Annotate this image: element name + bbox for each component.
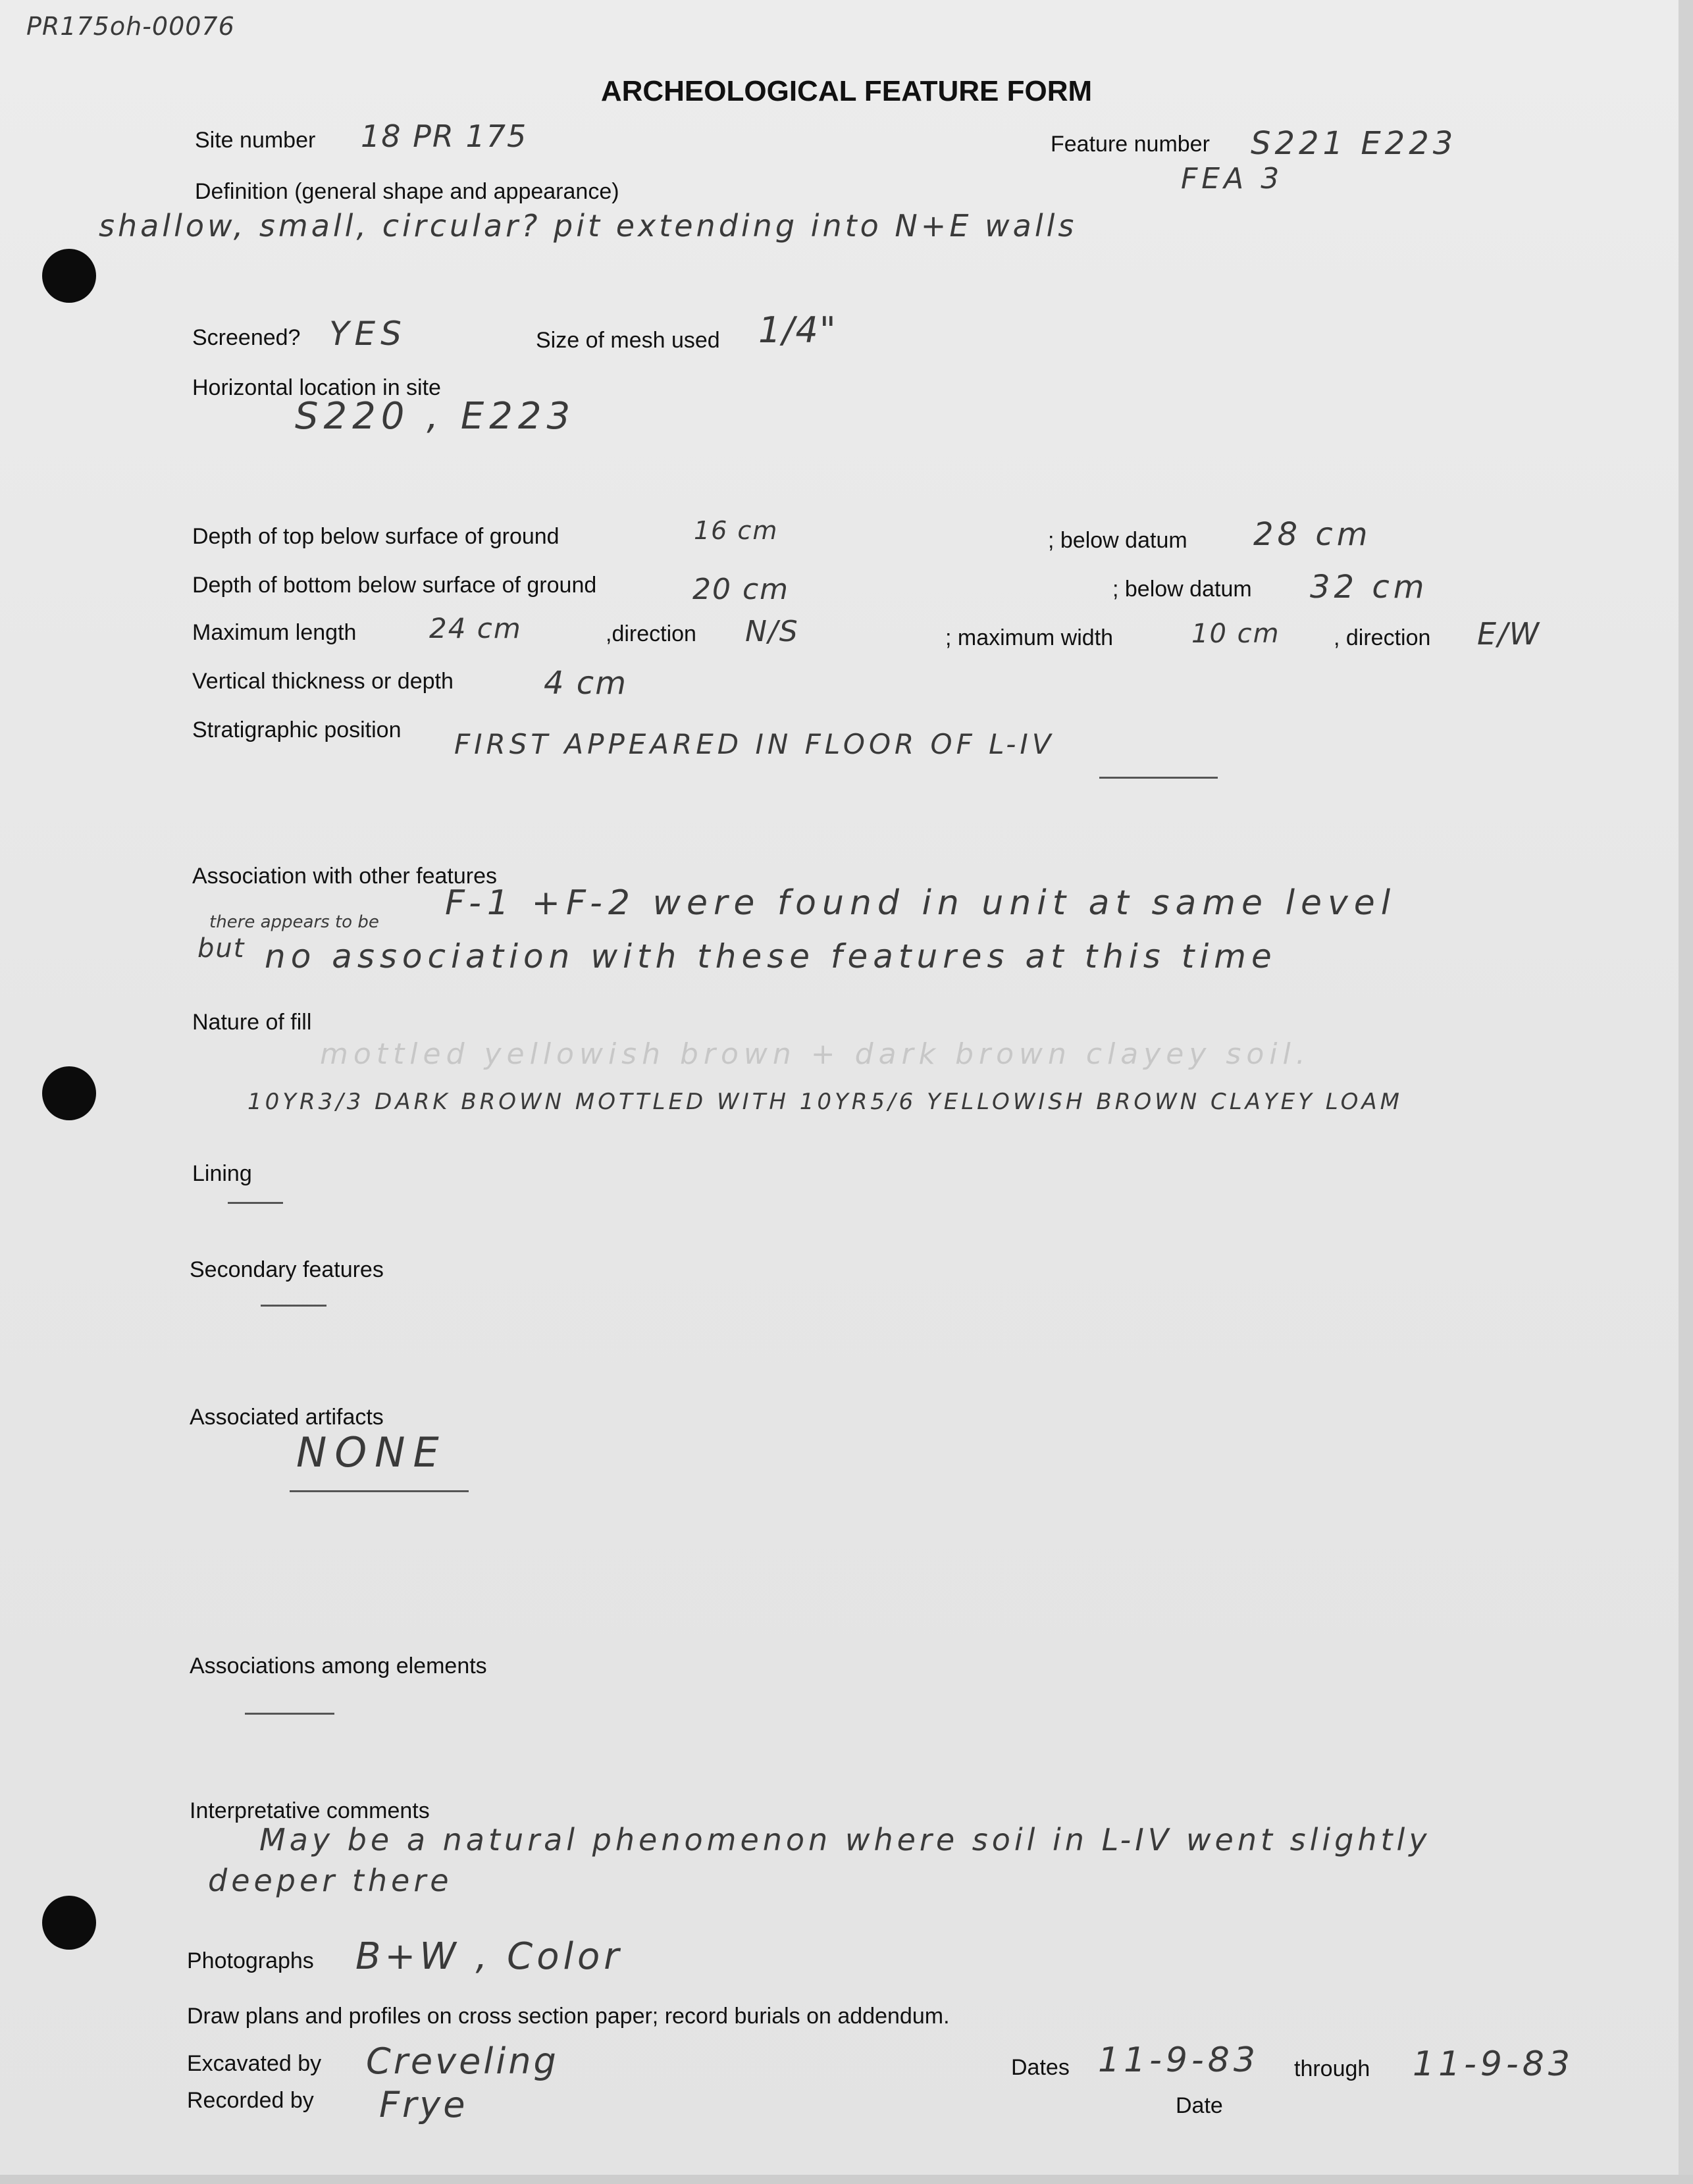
stratigraphic-underline bbox=[1099, 777, 1218, 779]
width-direction-label: , direction bbox=[1334, 625, 1431, 650]
stratigraphic-label: Stratigraphic position bbox=[192, 717, 402, 742]
feature-number-label: Feature number bbox=[1051, 132, 1210, 157]
site-number-value: 18 PR 175 bbox=[361, 118, 528, 154]
comments-label: Interpretative comments bbox=[190, 1798, 430, 1823]
screened-label: Screened? bbox=[192, 325, 301, 350]
fill-value: 10YR3/3 DARK BROWN MOTTLED WITH 10YR5/6 YELLOWISH BROWN CLAYEY LOAM bbox=[247, 1089, 1403, 1115]
association-line-1: F-1 +F-2 were found in unit at same level bbox=[445, 883, 1397, 923]
depth-bottom-datum-label: ; below datum bbox=[1112, 577, 1252, 602]
photographs-value: B+W , Color bbox=[355, 1935, 623, 1978]
punch-hole-bottom bbox=[42, 1896, 96, 1950]
association-line-2: no association with these features at this time bbox=[265, 937, 1277, 975]
elements-label: Associations among elements bbox=[190, 1653, 487, 1678]
lining-label: Lining bbox=[192, 1161, 252, 1186]
artifacts-label: Associated artifacts bbox=[190, 1405, 384, 1430]
definition-label: Definition (general shape and appearance) bbox=[195, 179, 619, 204]
mesh-label: Size of mesh used bbox=[536, 328, 720, 353]
association-label: Association with other features bbox=[192, 864, 498, 889]
dates-through-label: through bbox=[1294, 2056, 1370, 2081]
max-length-value: 24 cm bbox=[429, 612, 522, 644]
dates-label: Dates bbox=[1011, 2055, 1070, 2080]
horizontal-location-value: S220 , E223 bbox=[295, 395, 576, 438]
depth-top-label: Depth of top below surface of ground bbox=[192, 524, 560, 549]
length-direction-value: N/S bbox=[745, 615, 799, 648]
length-direction-label: ,direction bbox=[606, 621, 696, 646]
depth-top-datum-value: 28 cm bbox=[1253, 516, 1372, 553]
max-length-label: Maximum length bbox=[192, 620, 357, 645]
recorded-label: Recorded by bbox=[187, 2088, 314, 2113]
page-edge-bottom bbox=[0, 2175, 1693, 2184]
comments-line-1: May be a natural phenomenon where soil in L-IV went slightly bbox=[259, 1822, 1431, 1858]
depth-bottom-value: 20 cm bbox=[692, 573, 790, 606]
mesh-value: 1/4" bbox=[758, 309, 837, 351]
feature-number-sub: FEA 3 bbox=[1181, 162, 1284, 195]
max-width-value: 10 cm bbox=[1191, 619, 1280, 649]
instructions-text: Draw plans and profiles on cross section paper; record burials on addendum. bbox=[187, 2004, 950, 2029]
photographs-label: Photographs bbox=[187, 1948, 314, 1973]
association-line-2-prefix: but bbox=[197, 933, 246, 964]
depth-top-value: 16 cm bbox=[694, 516, 779, 545]
artifacts-underline bbox=[290, 1490, 469, 1492]
artifacts-value: NONE bbox=[296, 1428, 447, 1476]
date-label: Date bbox=[1176, 2093, 1223, 2118]
fill-erased: mottled yellowish brown + dark brown clayey soil. bbox=[320, 1037, 1311, 1071]
recorded-value: Frye bbox=[379, 2084, 468, 2125]
fill-label: Nature of fill bbox=[192, 1010, 312, 1035]
definition-value: shallow, small, circular? pit extending into N+E walls bbox=[99, 208, 1078, 244]
association-note: there appears to be bbox=[209, 912, 379, 932]
dates-to-value: 11-9-83 bbox=[1413, 2044, 1574, 2084]
depth-bottom-datum-value: 32 cm bbox=[1310, 569, 1428, 606]
secondary-dash bbox=[261, 1305, 326, 1307]
excavated-label: Excavated by bbox=[187, 2051, 322, 2076]
dates-from-value: 11-9-83 bbox=[1098, 2041, 1259, 2080]
horizontal-location-label: Horizontal location in site bbox=[192, 375, 441, 400]
elements-dash bbox=[245, 1713, 334, 1715]
feature-number-value: S221 E223 bbox=[1251, 125, 1457, 162]
page-edge-right bbox=[1679, 0, 1693, 2184]
document-id: PR175oh-00076 bbox=[26, 12, 235, 41]
secondary-label: Secondary features bbox=[190, 1257, 384, 1282]
punch-hole-middle bbox=[42, 1066, 96, 1120]
thickness-label: Vertical thickness or depth bbox=[192, 669, 454, 694]
stratigraphic-value: FIRST APPEARED IN FLOOR OF L-IV bbox=[454, 728, 1055, 760]
max-width-label: ; maximum width bbox=[945, 625, 1114, 650]
excavated-value: Creveling bbox=[366, 2041, 559, 2082]
punch-hole-top bbox=[42, 249, 96, 303]
thickness-value: 4 cm bbox=[544, 665, 627, 702]
screened-value: YES bbox=[329, 315, 407, 353]
width-direction-value: E/W bbox=[1477, 616, 1541, 652]
depth-top-datum-label: ; below datum bbox=[1048, 528, 1187, 553]
form-title: ARCHEOLOGICAL FEATURE FORM bbox=[600, 75, 1093, 107]
comments-line-2: deeper there bbox=[208, 1863, 453, 1898]
depth-bottom-label: Depth of bottom below surface of ground bbox=[192, 573, 597, 598]
site-number-label: Site number bbox=[195, 128, 316, 153]
lining-dash bbox=[228, 1202, 283, 1204]
